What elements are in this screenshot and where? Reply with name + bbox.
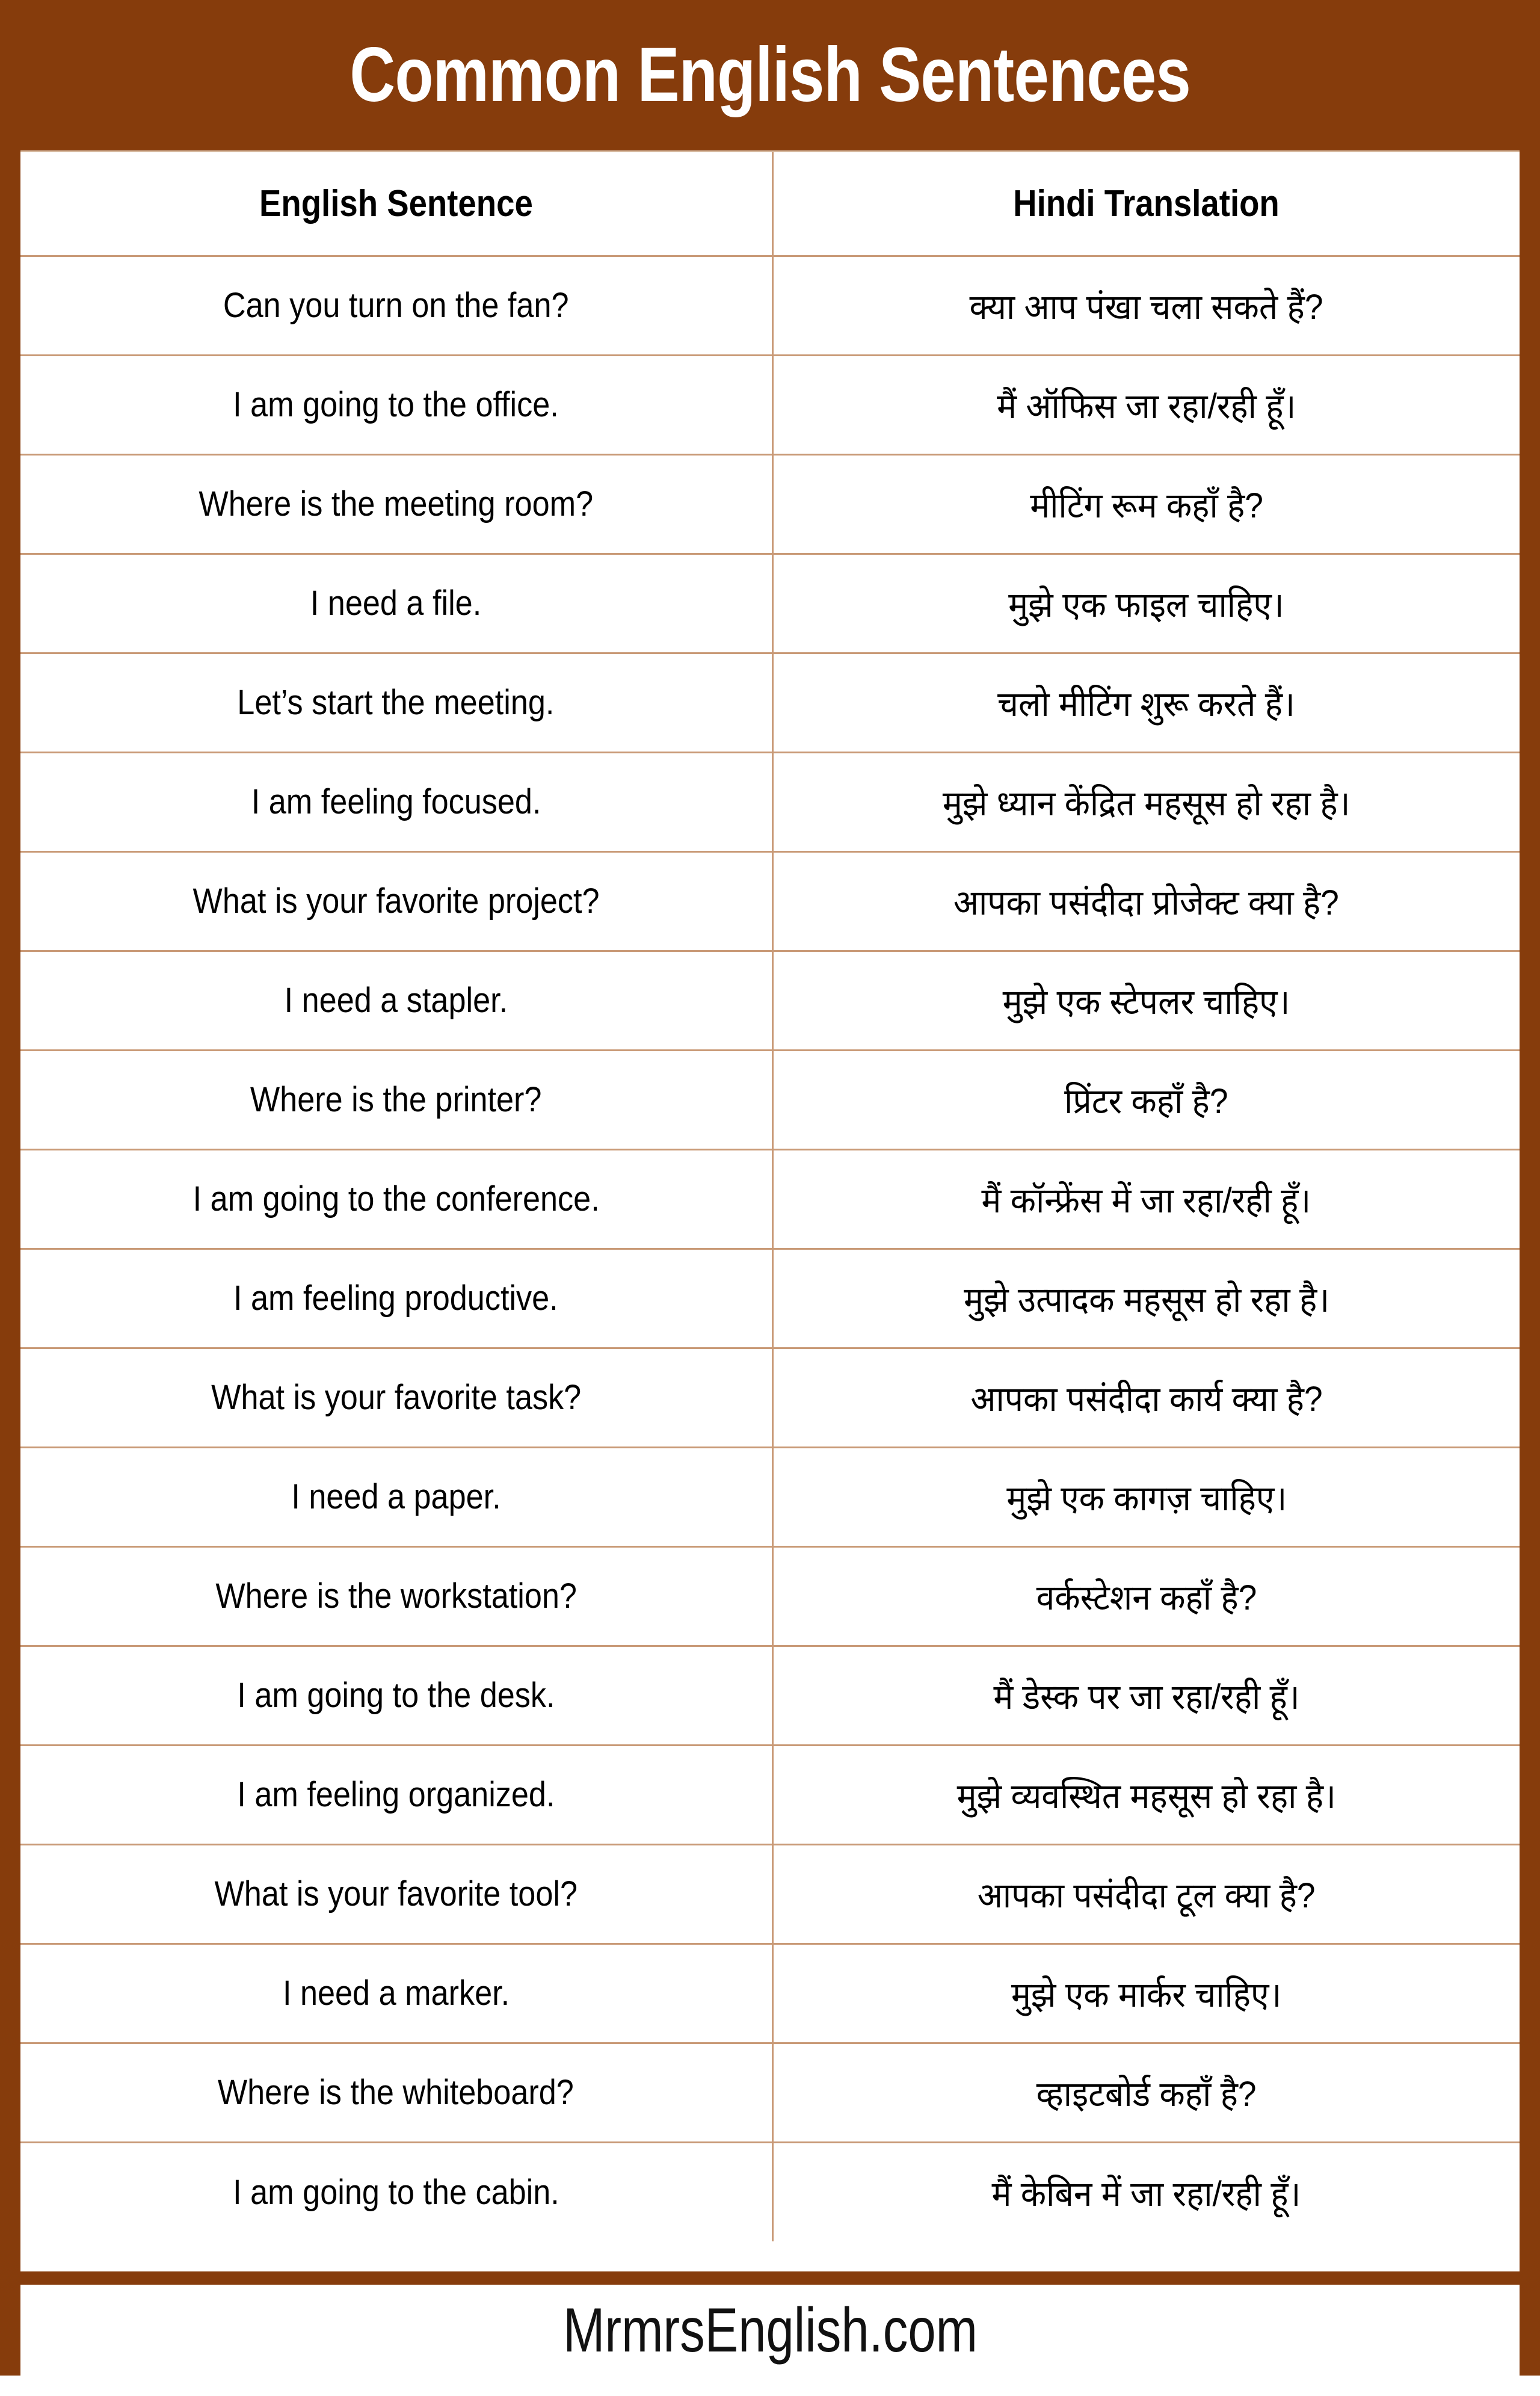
table-row (20, 1844, 1520, 1944)
hindi-translation-text: मुझे व्यवस्थित महसूस हो रहा है। (956, 1777, 1336, 1816)
cell-hindi (772, 2142, 1520, 2241)
english-sentence-text: Can you turn on the fan? (223, 286, 569, 325)
sentences-table-container (20, 150, 1520, 2271)
table-body (20, 152, 1520, 2241)
bottom-strip (0, 2376, 1540, 2396)
column-header-english (20, 152, 772, 256)
english-sentence-text: I need a stapler. (284, 981, 508, 1020)
cell-english (20, 1844, 772, 1944)
table-row (20, 1149, 1520, 1249)
cell-hindi (772, 1050, 1520, 1149)
hindi-translation-text: व्हाइटबोर्ड कहाँ है? (1036, 2075, 1257, 2114)
cell-hindi (772, 1149, 1520, 1249)
english-sentence-text: What is your favorite project? (192, 882, 600, 921)
english-sentence-text: I am feeling focused. (251, 782, 541, 821)
hindi-translation-text: मैं ऑफिस जा रहा/रही हूँ। (997, 387, 1296, 426)
hindi-translation-text: चलो मीटिंग शुरू करते हैं। (997, 685, 1296, 724)
cell-english (20, 1745, 772, 1844)
hindi-translation-text: मैं केबिन में जा रहा/रही हूँ। (991, 2174, 1301, 2214)
english-sentence-text: I need a marker. (282, 1974, 510, 2013)
cell-english (20, 1447, 772, 1546)
cell-english (20, 752, 772, 851)
cell-english (20, 653, 772, 752)
cell-english (20, 951, 772, 1050)
cell-hindi (772, 256, 1520, 355)
table-row (20, 752, 1520, 851)
english-sentence-text: Let’s start the meeting. (237, 683, 555, 722)
table-row (20, 355, 1520, 454)
hindi-translation-text: मुझे एक स्टेपलर चाहिए। (1002, 983, 1290, 1022)
cell-english (20, 1646, 772, 1745)
title-banner (0, 0, 1540, 150)
english-sentence-text: Where is the meeting room? (199, 484, 594, 523)
cell-english (20, 2043, 772, 2142)
cell-hindi (772, 1546, 1520, 1646)
cell-hindi (772, 1249, 1520, 1348)
hindi-translation-text: मुझे उत्पादक महसूस हो रहा है। (963, 1280, 1329, 1320)
cell-hindi (772, 1646, 1520, 1745)
hindi-translation-text: मैं कॉन्फ्रेंस में जा रहा/रही हूँ। (981, 1181, 1311, 1220)
table-row (20, 2043, 1520, 2142)
table-row (20, 454, 1520, 554)
footer-divider-band (0, 2271, 1540, 2285)
cell-hindi (772, 1944, 1520, 2043)
hindi-translation-text: प्रिंटर कहाँ है? (1064, 1082, 1228, 1121)
page-title: Common English Sentences (350, 32, 1190, 118)
table-row (20, 1348, 1520, 1447)
cell-english (20, 1944, 772, 2043)
cell-hindi (772, 1348, 1520, 1447)
cell-english (20, 1050, 772, 1149)
cell-hindi (772, 951, 1520, 1050)
cell-hindi (772, 2043, 1520, 2142)
sentences-table (20, 152, 1520, 2241)
table-row (20, 1447, 1520, 1546)
table-row (20, 653, 1520, 752)
cell-english (20, 2142, 772, 2241)
english-sentence-text: I am feeling productive. (233, 1279, 559, 1318)
english-sentence-text: Where is the workstation? (215, 1576, 577, 1616)
column-header-hindi-label: Hindi Translation (1013, 182, 1280, 224)
table-header-row (20, 152, 1520, 256)
hindi-translation-text: क्या आप पंखा चला सकते हैं? (969, 288, 1323, 327)
hindi-translation-text: वर्कस्टेशन कहाँ है? (1036, 1578, 1257, 1617)
cell-hindi (772, 1447, 1520, 1546)
cell-english (20, 554, 772, 653)
table-row (20, 1646, 1520, 1745)
cell-english (20, 851, 772, 951)
hindi-translation-text: आपका पसंदीदा टूल क्या है? (977, 1876, 1316, 1915)
table-row (20, 256, 1520, 355)
table-row (20, 1249, 1520, 1348)
cell-hindi (772, 653, 1520, 752)
english-sentence-text: What is your favorite task? (211, 1378, 581, 1417)
hindi-translation-text: मैं डेस्क पर जा रहा/रही हूँ। (993, 1678, 1300, 1717)
english-sentence-text: I am going to the cabin. (232, 2172, 559, 2212)
cell-hindi (772, 454, 1520, 554)
cell-english (20, 454, 772, 554)
english-sentence-text: I am going to the desk. (237, 1676, 555, 1715)
table-row (20, 1546, 1520, 1646)
cell-english (20, 1546, 772, 1646)
table-row (20, 2142, 1520, 2241)
english-sentence-text: I need a file. (310, 584, 482, 623)
hindi-translation-text: मुझे एक कागज़ चाहिए। (1006, 1479, 1287, 1518)
english-sentence-text: I need a paper. (291, 1477, 501, 1516)
cell-hindi (772, 1745, 1520, 1844)
hindi-translation-text: आपका पसंदीदा प्रोजेक्ट क्या है? (953, 883, 1340, 922)
table-row (20, 1745, 1520, 1844)
site-credit: MrmrsEnglish.com (562, 2295, 978, 2365)
cell-english (20, 1249, 772, 1348)
cell-english (20, 1149, 772, 1249)
cell-hindi (772, 752, 1520, 851)
english-sentence-text: Where is the printer? (250, 1080, 542, 1119)
english-sentence-text: What is your favorite tool? (214, 1874, 578, 1913)
hindi-translation-text: मुझे एक फाइल चाहिए। (1008, 585, 1285, 625)
column-header-hindi (772, 152, 1520, 256)
cell-hindi (772, 554, 1520, 653)
cell-hindi (772, 1844, 1520, 1944)
table-row (20, 951, 1520, 1050)
english-sentence-text: I am feeling organized. (237, 1775, 555, 1814)
hindi-translation-text: आपका पसंदीदा कार्य क्या है? (970, 1380, 1323, 1419)
cell-english (20, 355, 772, 454)
hindi-translation-text: मुझे एक मार्कर चाहिए। (1011, 1975, 1282, 2015)
hindi-translation-text: मुझे ध्यान केंद्रित महसूस हो रहा है। (942, 784, 1351, 823)
table-row (20, 851, 1520, 951)
cell-hindi (772, 851, 1520, 951)
table-row (20, 1944, 1520, 2043)
english-sentence-text: I am going to the conference. (192, 1179, 600, 1218)
column-header-english-label: English Sentence (259, 182, 533, 224)
footer (20, 2285, 1520, 2376)
cell-hindi (772, 355, 1520, 454)
cell-english (20, 1348, 772, 1447)
table-row (20, 554, 1520, 653)
english-sentence-text: Where is the whiteboard? (218, 2073, 574, 2112)
table-row (20, 1050, 1520, 1149)
hindi-translation-text: मीटिंग रूम कहाँ है? (1029, 486, 1263, 525)
english-sentence-text: I am going to the office. (233, 385, 559, 424)
cell-english (20, 256, 772, 355)
